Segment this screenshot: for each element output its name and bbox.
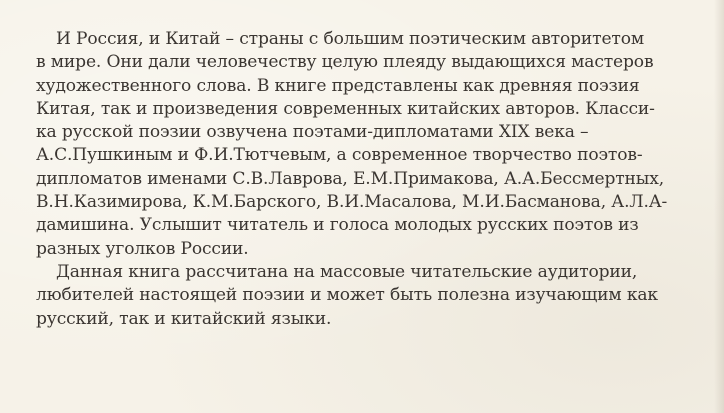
annotation-text: [36, 28, 708, 331]
page-edge-shadow: [714, 0, 724, 413]
text-line: художественного слова. В книге представлены как древняя поэзия: [36, 75, 640, 96]
text-line: Китая, так и произведения современных китайских авторов. Класси-: [36, 98, 655, 119]
text-line: дамишина. Услышит читатель и голоса молодых русских поэтов из: [36, 215, 639, 236]
paragraph-2: [36, 261, 708, 331]
text-line: ка русской поэзии озвучена поэтами-дипломатами XIX века –: [36, 122, 589, 143]
paragraph-1: [36, 28, 708, 261]
text-line: разных уголков России.: [36, 238, 249, 259]
text-line: А.С.Пушкиным и Ф.И.Тютчевым, а современное творчество поэтов-: [36, 145, 643, 166]
text-line: дипломатов именами С.В.Лаврова, Е.М.Примакова, А.А.Бессмертных,: [36, 168, 665, 189]
text-line: в мире. Они дали человечеству целую плеяду выдающихся мастеров: [36, 52, 654, 73]
text-line: Данная книга рассчитана на массовые читательские аудитории,: [56, 261, 638, 282]
text-line: В.Н.Казимирова, К.М.Барского, В.И.Масалова, М.И.Басманова, А.Л.А-: [36, 192, 668, 213]
text-line: И Россия, и Китай – страны с большим поэтическим авторитетом: [56, 29, 645, 49]
text-line: русский, так и китайский языки.: [36, 308, 332, 329]
text-line: любителей настоящей поэзии и может быть полезна изучающим как: [36, 285, 658, 306]
